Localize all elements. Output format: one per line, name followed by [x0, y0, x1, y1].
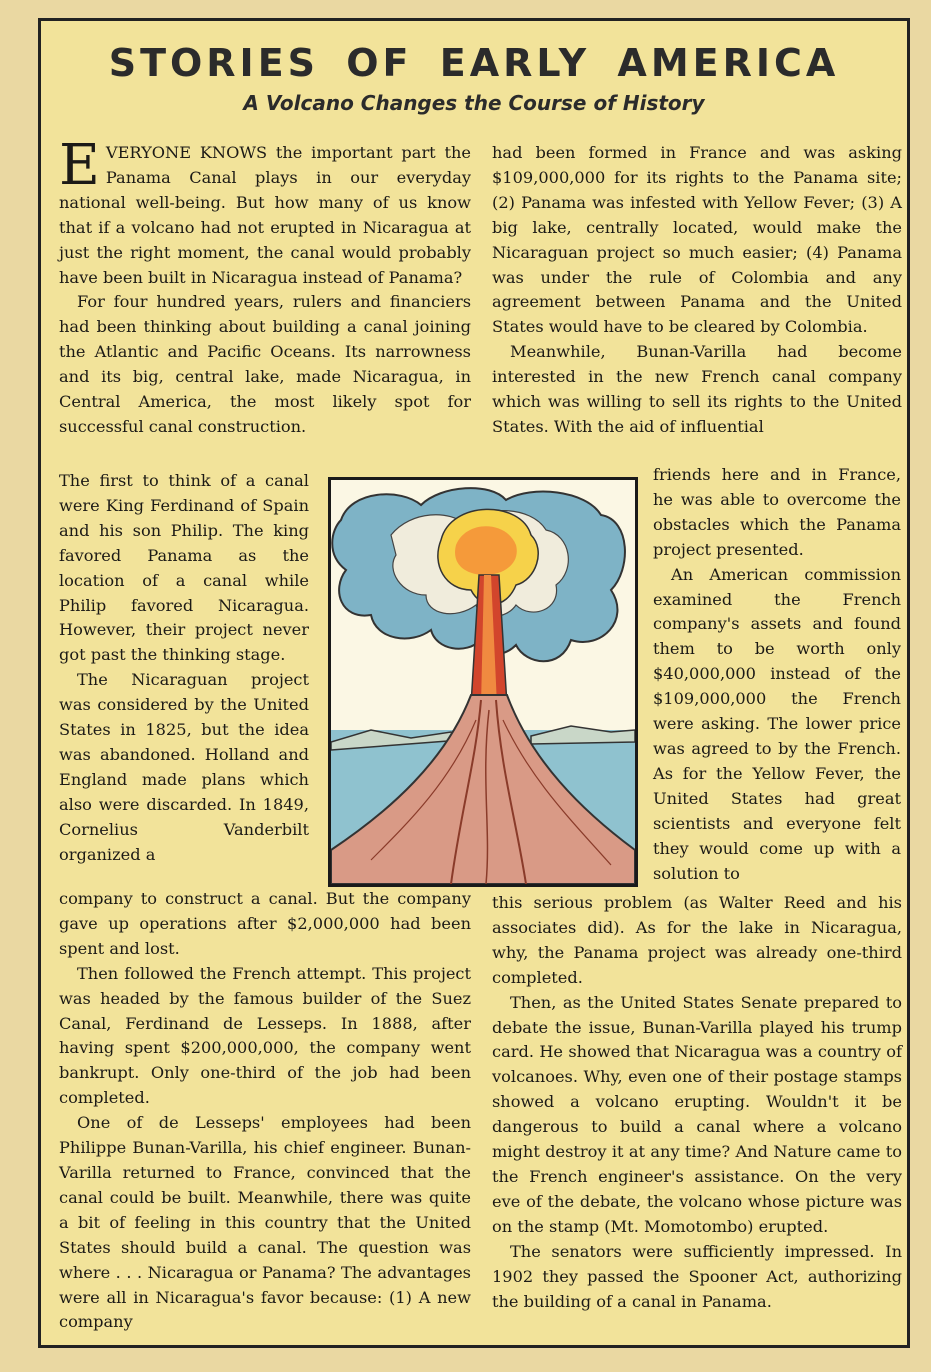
paragraph-vanderbilt: company to construct a canal. But the company gave up operations after $2,000,000 had been spent and lost.: [59, 889, 471, 958]
paragraph-bunan-varilla: One of de Lesseps' employees had been Philippe Bunan-Varilla, his chief engineer. Bunan-Varilla returned to France, convinced that the canal could be built. Meanwhile, there was quite a bit of feeling in this country that the United States should build a canal. The question was where . . . Nicaragua or Panama? The advantages were all in Nicaragua's favor because: (1) A new company: [59, 1113, 471, 1332]
right-column-bottom: [492, 891, 902, 1314]
paragraph-walter-reed: this serious problem (as Walter Reed and his associates did). As for the lake in Nicaragua, why, the Panama project was already one-third completed.: [492, 893, 902, 987]
paragraph-trump-card: Then, as the United States Senate prepared to debate the issue, Bunan-Varilla played his trump card. He showed that Nicaragua was a country of volcanoes. Why, even one of their postage stamps showed a volcano erupting. Wouldn't it be dangerous to build a canal where a volcano might destroy it at any time? And Nature came to the French engineer's assistance. On the very eve of the debate, the volcano whose picture was on the stamp (Mt. Momotombo) erupted.: [492, 992, 902, 1236]
left-column-mid: [59, 469, 309, 868]
volcano-illustration: [328, 477, 638, 887]
left-column-top: [59, 133, 471, 440]
right-column-mid: [653, 463, 901, 886]
volcano-erupting-icon: [331, 480, 635, 884]
page-subtitle: A Volcano Changes the Course of History: [243, 91, 705, 115]
paragraph-french-attempt: Then followed the French attempt. This project was headed by the famous builder of the Suez Canal, Ferdinand de Lesseps. In 1888, after having spent $200,000,000, the company went bankrupt. Only one-third of the job had been completed.: [59, 963, 471, 1108]
drop-cap: E: [59, 133, 100, 198]
paragraph-advantages: had been formed in France and was asking $109,000,000 for its rights to the Panama site; (2) Panama was infested with Yellow Fever; (3) A big lake, centrally located, would make the Nicaraguan project so much easier; (4) Panama was under the rule of Colombia and any agreement between Panama and the United States would have to be cleared by Colombia.: [492, 143, 902, 337]
left-column-bottom: [59, 887, 471, 1335]
article-panel: [38, 18, 910, 1348]
right-column-top: [492, 141, 902, 440]
paragraph-rulers: For four hundred years, rulers and financiers had been thinking about building a canal joining the Atlantic and Pacific Oceans. Its narrowness and its big, central lake, made Nicaragua, in Central America, the most likely spot for successful canal construction.: [59, 292, 471, 436]
paragraph-commission: An American commission examined the French company's assets and found them to be worth only $40,000,000 instead of the $109,000,000 the French were asking. The lower price was agreed to by the French. As for the Yellow Fever, the United States had great scientists and everyone felt they would come up with a solution to: [653, 564, 901, 883]
paragraph-friends: friends here and in France, he was able to overcome the obstacles which the Panama project presented.: [653, 465, 901, 559]
paragraph-nicaraguan-project: The Nicaraguan project was considered by the United States in 1825, but the idea was abandoned. Holland and England made plans which also were discarded. In 1849, Cornelius Vanderbilt organized a: [59, 670, 309, 864]
paragraph-ferdinand: The first to think of a canal were King Ferdinand of Spain and his son Philip. The king favored Panama as the location of a canal while Philip favored Nicaragua. However, their project never got past the thinking stage.: [59, 471, 309, 665]
page-title: STORIES OF EARLY AMERICA: [108, 41, 840, 85]
paragraph-meanwhile: Meanwhile, Bunan-Varilla had become interested in the new French canal company which was willing to sell its rights to the United States. With the aid of influential: [492, 342, 902, 436]
paragraph-intro: EVERYONE KNOWS the important part the Panama Canal plays in our everyday national well-being. But how many of us know that if a volcano had not erupted in Nicaragua at just the right moment, the canal would probably have been built in Nicaragua instead of Panama?: [59, 133, 471, 287]
paragraph-spooner-act: The senators were sufficiently impressed. In 1902 they passed the Spooner Act, authorizing the building of a canal in Panama.: [492, 1241, 902, 1311]
